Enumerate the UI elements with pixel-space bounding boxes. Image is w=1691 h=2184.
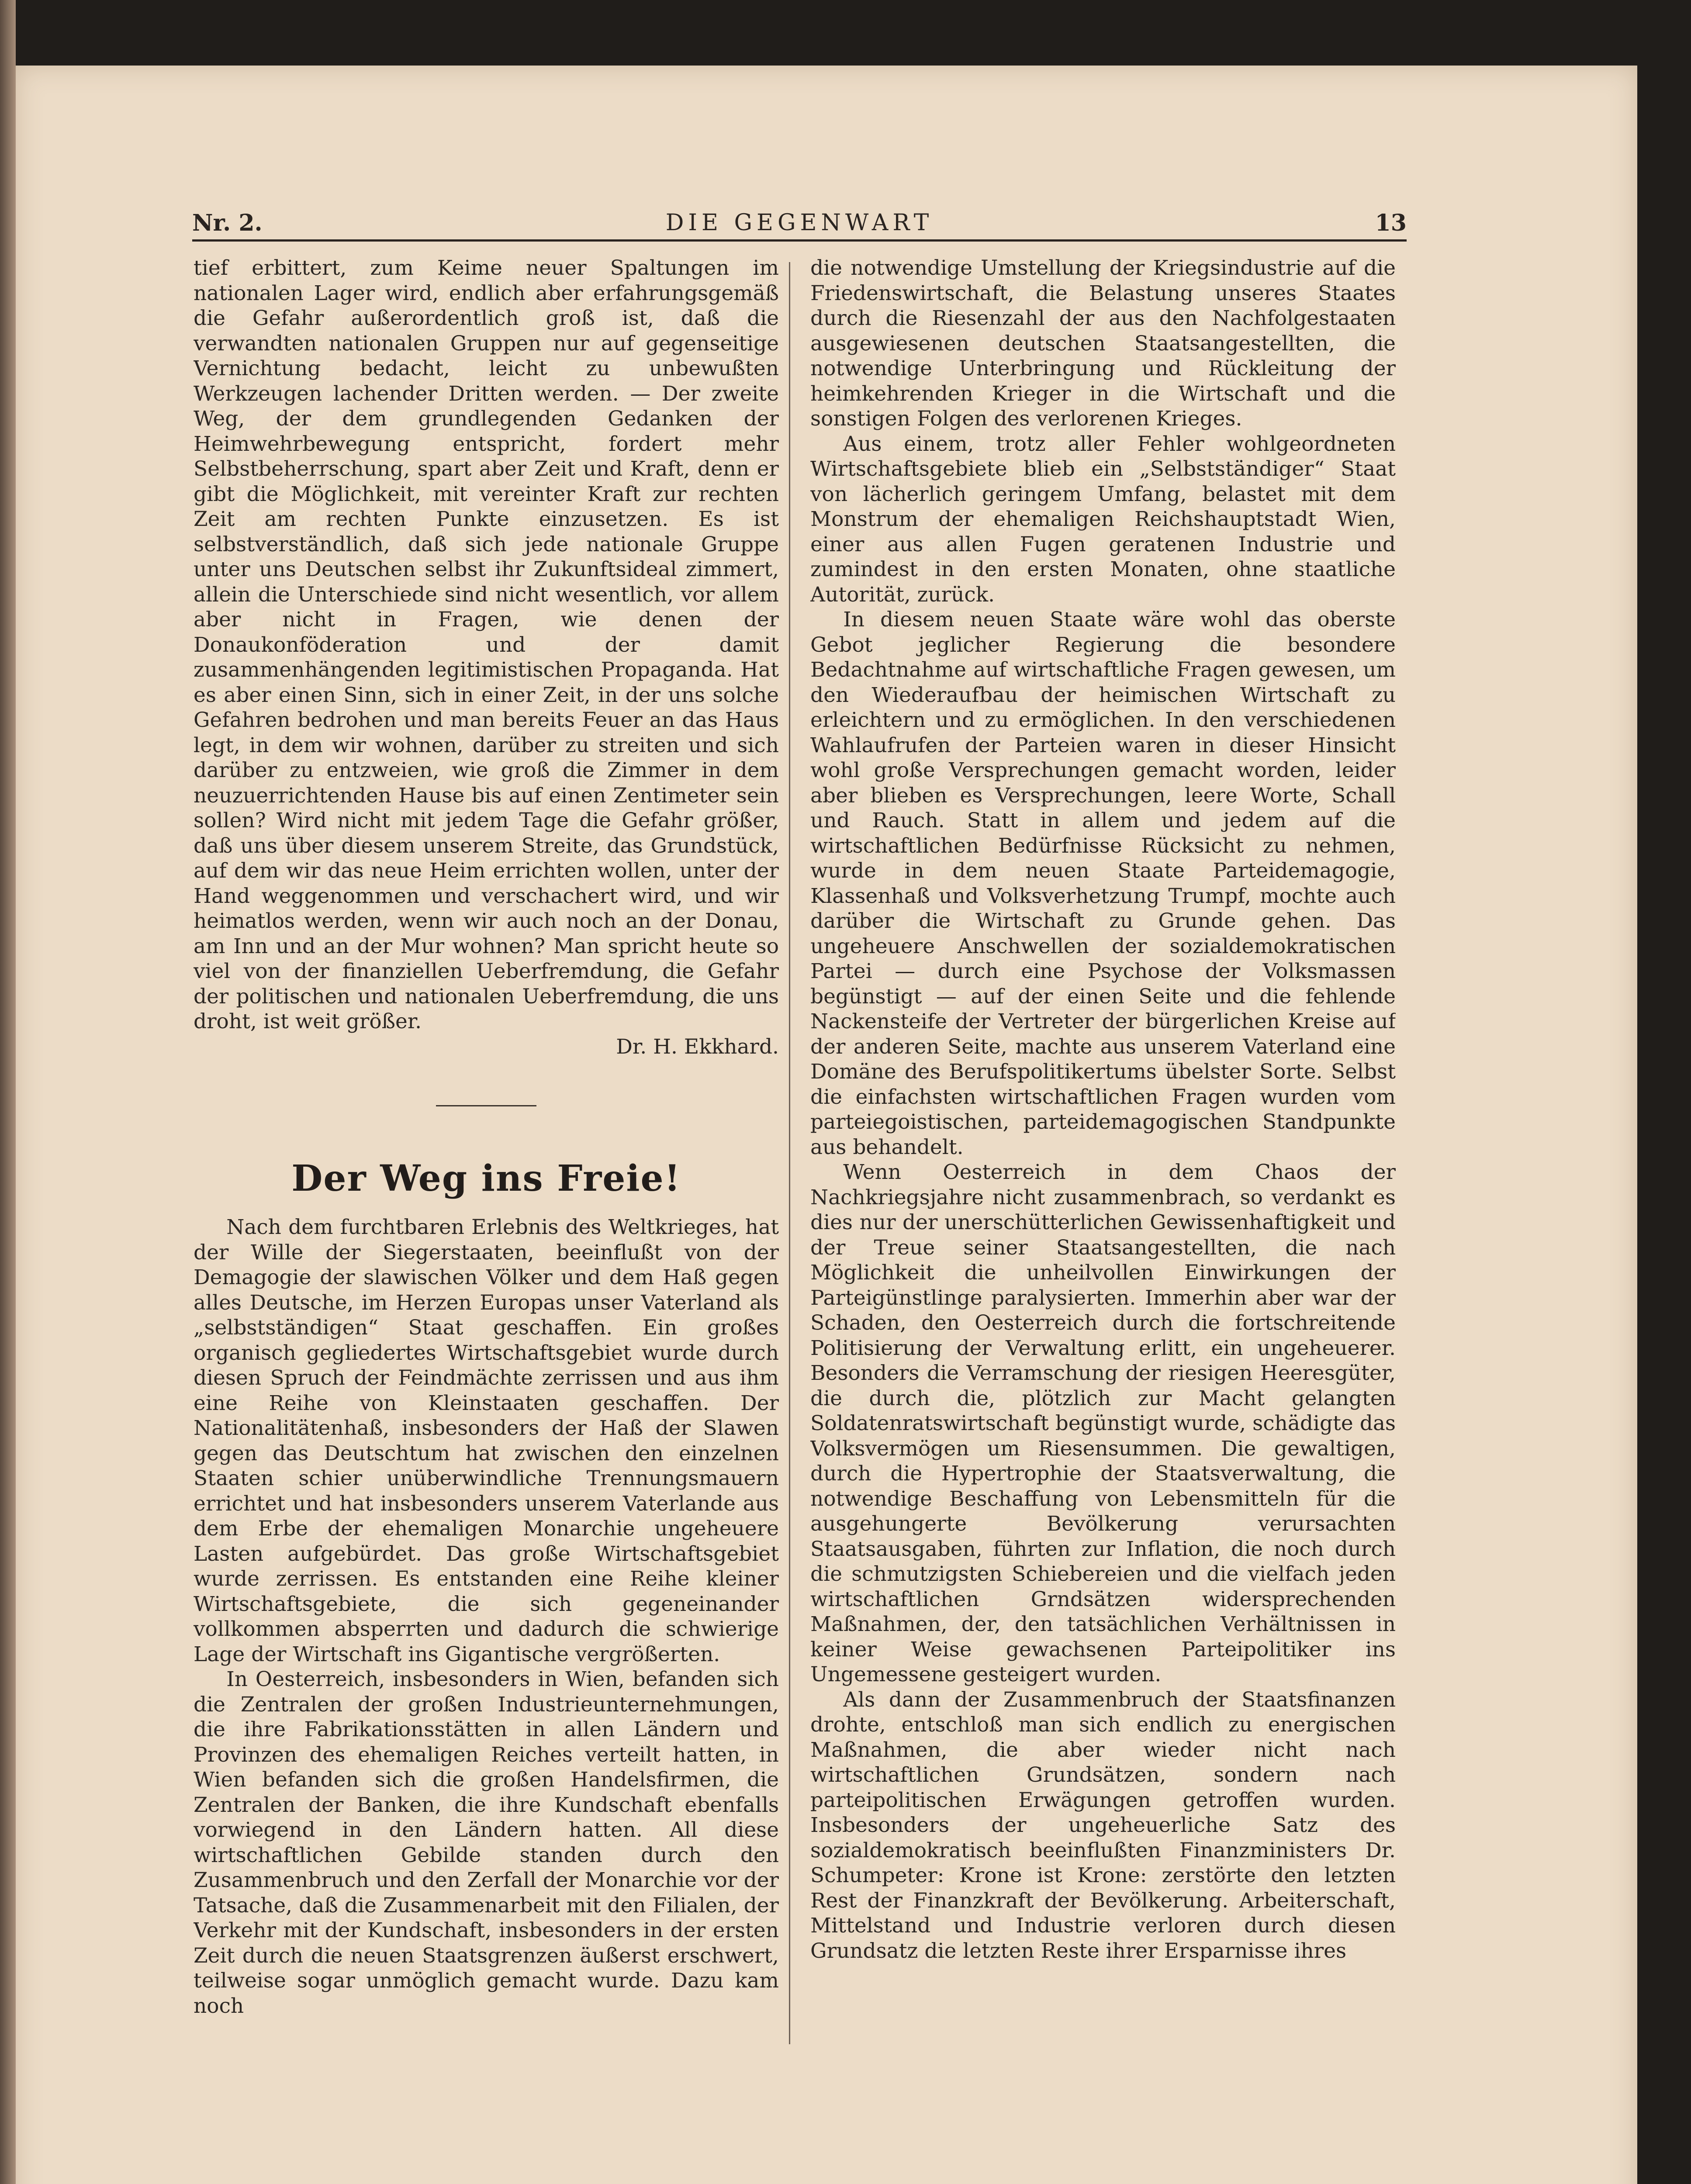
right-column (810, 256, 1396, 2055)
article-paragraph: Nach dem furchtbaren Erlebnis des Weltkrieges, hat der Wille der Siegerstaaten, beeinflußt von der Demagogie der slawischen Völker und dem Haß gegen alles Deutsche, im Herzen Europas unser Vaterland als „selbstständigen“ Staat geschaffen. Ein großes organisch gegliedertes Wirtschaftsgebiet wurde durch diesen Spruch der Feindmächte zerrissen und aus ihm eine Reihe von Kleinstaaten geschaffen. Der Nationalitätenhaß, insbesonders der Haß der Slawen gegen das Deutschtum hat zwischen den einzelnen Staaten schier unüberwindliche Trennungsmauern errichtet und hat insbesonders unserem Vaterlande aus dem Erbe der ehemaligen Monarchie ungeheuere Lasten aufgebürdet. Das große Wirtschaftsgebiet wurde zerrissen. Es entstanden eine Reihe kleiner Wirtschaftsgebiete, die sich gegeneinander vollkommen absperrten und dadurch die schwierige Lage der Wirtschaft ins Gigantische vergrößerten. (194, 1215, 779, 1666)
column-divider (789, 262, 790, 2044)
article-paragraph: Aus einem, trotz aller Fehler wohlgeordneten Wirtschaftsgebiete blieb ein „Selbstständiger“ Staat von lächerlich geringem Umfang, belastet mit dem Monstrum der ehemaligen Reichshauptstadt Wien, einer aus allen Fugen geratenen Industrie und zumindest in den ersten Monaten, ohne staatliche Autorität, zurück. (810, 432, 1396, 607)
running-header (192, 205, 1407, 245)
signature-line (194, 1034, 779, 1060)
article-paragraph: In diesem neuen Staate wäre wohl das oberste Gebot jeglicher Regierung die besondere Bedachtnahme auf wirtschaftliche Fragen gewesen, um den Wiederaufbau der heimischen Wirtschaft zu erleichtern und zu ermöglichen. In den verschiedenen Wahlaufrufen der Parteien waren in dieser Hinsicht wohl große Versprechungen gemacht worden, leider aber blieben es Versprechungen, leere Worte, Schall und Rauch. Statt in allem und jedem auf die wirtschaftlichen Bedürfnisse Rücksicht zu nehmen, wurde in dem neuen Staate Parteidemagogie, Klassenhaß und Volksverhetzung Trumpf, mochte auch darüber die Wirtschaft zu Grunde gehen. Das ungeheuere Anschwellen der sozialdemokratischen Partei — durch eine Psychose der Volksmassen begünstigt — auf der einen Seite und die fehlende Nackensteife der Vertreter der bürgerlichen Kreise auf der anderen Seite, machte aus unserem Vaterland eine Domäne des Berufspolitikertums übelster Sorte. Selbst die einfachsten wirtschaftlichen Fragen wurden vom parteiegoistischen, parteidemagogischen Standpunkte aus behandelt. (810, 608, 1396, 1159)
author-signature: Dr. H. Ekkhard. (616, 1034, 779, 1059)
continued-paragraph: die notwendige Umstellung der Kriegsindustrie auf die Friedenswirtschaft, die Belastung unseres Staates durch die Riesenzahl der aus den Nachfolgestaaten ausgewiesenen deutschen Staatsangestellten, die notwendige Unterbringung und Rückleitung der heimkehrenden Krieger in die Wirtschaft und die sonstigen Folgen des verlorenen Krieges. (810, 256, 1396, 431)
issue-number: Nr. 2. (192, 210, 263, 236)
article-paragraph: Wenn Oesterreich in dem Chaos der Nachkriegsjahre nicht zusammenbrach, so verdankt es dies nur der unerschütterlichen Gewissenhaftigkeit und der Treue seiner Staatsangestellten, die nach Möglichkeit die unheilvollen Einwirkungen der Parteigünstlinge paralysierten. Immerhin aber war der Schaden, den Oesterreich durch die fortschreitende Politisierung der Verwaltung erlitt, ein ungeheuerer. Besonders die Verramschung der riesigen Heeresgüter, die durch die, plötzlich zur Macht gelangten Soldatenratswirtschaft begünstigt wurde, schädigte das Volksvermögen um Riesensummen. Die gewaltigen, durch die Hypertrophie der Staatsverwaltung, die notwendige Beschaffung von Lebensmitteln für die ausgehungerte Bevölkerung verursachten Staatsausgaben, führten zur Inflation, die noch durch die schmutzigsten Schiebereien und die vielfach jeden wirtschaftlichen Grndsätzen widersprechenden Maßnahmen, der, den tatsächlichen Verhältnissen in keiner Weise gewachsenen Parteipolitiker ins Ungemessene gesteigert wurden. (810, 1160, 1396, 1686)
article-separator (436, 1105, 536, 1106)
book-spine (0, 0, 16, 2184)
page-number: 13 (1375, 210, 1407, 236)
publication-title: DIE GEGENWART (665, 210, 934, 236)
article-title: Der Weg ins Freie! (291, 1158, 681, 1199)
continued-paragraph: tief erbittert, zum Keime neuer Spaltungen im nationalen Lager wird, endlich aber erfahrungsgemäß die Gefahr außerordentlich groß ist, daß die verwandten nationalen Gruppen nur auf gegenseitige Vernichtung bedacht, leicht zu unbewußten Werkzeugen lachender Dritten werden. — Der zweite Weg, der dem grundlegenden Gedanken der Heimwehrbewegung entspricht, fordert mehr Selbstbeherrschung, spart aber Zeit und Kraft, denn er gibt die Möglichkeit, mit vereinter Kraft zur rechten Zeit am rechten Punkte einzusetzen. Es ist selbstverständlich, daß sich jede nationale Gruppe unter uns Deutschen selbst ihr Zukunftsideal zimmert, allein die Unterschiede sind nicht wesentlich, vor allem aber nicht in Fragen, wie denen der Donaukonföderation und der damit zusammenhängenden legitimistischen Propaganda. Hat es aber einen Sinn, sich in einer Zeit, in der uns solche Gefahren bedrohen und man bereits Feuer an das Haus legt, in dem wir wohnen, darüber zu streiten und sich darüber zu entzweien, wie groß die Zimmer in dem neuzuerrichtenden Hause bis auf einen Zentimeter sein sollen? Wird nicht mit jedem Tage die Gefahr größer, daß uns über diesem unserem Streite, das Grundstück, auf dem wir das neue Heim errichten wollen, unter der Hand weggenommen und verschachert wird, und wir heimatlos werden, wenn wir auch noch an der Donau, am Inn und an der Mur wohnen? Man spricht heute so viel von der finanziellen Ueberfremdung, die Gefahr der politischen und nationalen Ueberfremdung, die uns droht, ist weit größer. (194, 256, 779, 1033)
article-paragraph: In Oesterreich, insbesonders in Wien, befanden sich die Zentralen der großen Industrieunternehmungen, die ihre Fabrikationsstätten in allen Ländern und Provinzen des ehemaligen Reiches verteilt hatten, in Wien befanden sich die großen Handelsfirmen, die Zentralen der Banken, die ihre Kundschaft ebenfalls vorwiegend in den Ländern hatten. All diese wirtschaftlichen Gebilde standen durch den Zusammenbruch und den Zerfall der Monarchie vor der Tatsache, daß die Zusammenarbeit mit den Filialen, der Verkehr mit der Kundschaft, insbesonders in der ersten Zeit durch die neuen Staatsgrenzen äußerst erschwert, teilweise sogar unmöglich gemacht wurde. Dazu kam noch (194, 1667, 779, 2018)
article-paragraph: Als dann der Zusammenbruch der Staatsfinanzen drohte, entschloß man sich endlich zu energischen Maßnahmen, die aber wieder nicht nach wirtschaftlichen Grundsätzen, sondern nach parteipolitischen Erwägungen getroffen wurden. Insbesonders der ungeheuerliche Satz des sozialdemokratisch beeinflußten Finanzministers Dr. Schumpeter: Krone ist Krone: zerstörte den letzten Rest der Finanzkraft der Bevölkerung. Arbeiterschaft, Mittelstand und Industrie verloren durch diesen Grundsatz die letzten Reste ihrer Ersparnisse ihres (810, 1687, 1396, 1963)
header-rule (192, 239, 1407, 242)
left-column (194, 256, 779, 2055)
